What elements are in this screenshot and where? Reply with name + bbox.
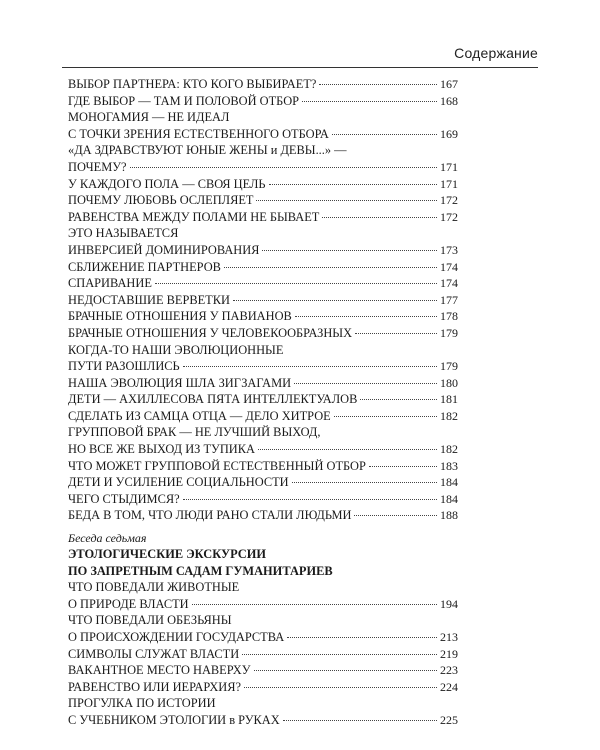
toc-entry-page-number: 183 — [440, 458, 458, 473]
dot-leader — [319, 84, 437, 85]
toc-entry — [68, 192, 458, 209]
toc-entry — [68, 342, 458, 359]
toc-entry-title: О ПРОИСХОЖДЕНИИ ГОСУДАРСТВА — [68, 630, 285, 644]
dot-leader — [292, 482, 437, 483]
toc-entry-page-number: 224 — [440, 679, 458, 694]
toc-entry-title: КОГДА-ТО НАШИ ЭВОЛЮЦИОННЫЕ — [68, 342, 284, 357]
toc-entry — [68, 308, 458, 325]
toc-entry — [68, 76, 458, 93]
toc-entry-title: ДЕТИ — АХИЛЛЕСОВА ПЯТА ИНТЕЛЛЕКТУАЛОВ — [68, 392, 358, 407]
toc-entry-title: С УЧЕБНИКОМ ЭТОЛОГИИ в РУКАХ — [68, 712, 280, 727]
dot-leader — [233, 300, 437, 301]
dot-leader — [334, 416, 437, 417]
dot-leader — [369, 466, 437, 467]
toc-entry-title: НО ВСЕ ЖЕ ВЫХОД ИЗ ТУПИКА — [68, 442, 255, 457]
header-rule — [62, 67, 538, 68]
dot-leader — [283, 720, 437, 721]
toc-entry — [68, 126, 458, 143]
dot-leader — [295, 316, 437, 317]
toc-entry-page-number: 179 — [440, 325, 458, 340]
toc-entry — [68, 712, 458, 729]
dot-leader — [322, 217, 437, 218]
toc-entry-page-number: 182 — [440, 408, 458, 423]
toc-entry — [68, 109, 458, 126]
toc-entry — [68, 209, 458, 226]
dot-leader — [192, 604, 437, 605]
toc-entry-title: ПУТИ РАЗОШЛИСЬ — [68, 359, 180, 374]
toc-entry-page-number: 169 — [440, 126, 458, 141]
dot-leader — [355, 333, 437, 334]
toc-entry — [68, 391, 458, 408]
dot-leader — [302, 101, 437, 102]
dot-leader — [183, 499, 437, 500]
dot-leader — [354, 515, 437, 516]
toc-entry — [68, 176, 458, 193]
toc-entry-title: РАВЕНСТВО ИЛИ ИЕРАРХИЯ? — [68, 679, 242, 694]
toc-entry — [68, 259, 458, 276]
toc-entry — [68, 375, 458, 392]
dot-leader — [224, 267, 437, 268]
toc-entry-title: СИМВОЛЫ СЛУЖАТ ВЛАСТИ — [68, 646, 240, 661]
toc-entry — [68, 159, 458, 176]
toc-entry-title: ВЫБОР ПАРТНЕРА: КТО КОГО ВЫБИРАЕТ? — [68, 77, 317, 91]
toc-entries-part2 — [68, 579, 458, 728]
toc-entry — [68, 242, 458, 259]
toc-entry — [68, 612, 458, 629]
toc-entry-title: НАША ЭВОЛЮЦИЯ ШЛА ЗИГЗАГАМИ — [68, 375, 292, 390]
section-label: Беседа седьмая — [68, 531, 147, 546]
toc-entry-title: ПОЧЕМУ ЛЮБОВЬ ОСЛЕПЛЯЕТ — [68, 193, 254, 208]
toc-entry — [68, 507, 458, 524]
toc-entry-title: ГДЕ ВЫБОР — ТАМ И ПОЛОВОЙ ОТБОР — [68, 93, 300, 108]
dot-leader — [287, 637, 437, 638]
dot-leader — [183, 366, 437, 367]
toc-entry — [68, 225, 458, 242]
toc-entry-title: ЧТО ПОВЕДАЛИ ОБЕЗЬЯНЫ — [68, 613, 232, 628]
toc-entry-title: ИНВЕРСИЕЙ ДОМИНИРОВАНИЯ — [68, 242, 260, 257]
toc-entry-page-number: 188 — [440, 508, 458, 523]
toc-entry-title: НЕДОСТАВШИЕ ВЕРВЕТКИ — [68, 292, 230, 307]
toc-entry-title: БРАЧНЫЕ ОТНОШЕНИЯ У ЧЕЛОВЕКООБРАЗНЫХ — [68, 325, 353, 340]
toc-entry-page-number: 171 — [440, 176, 458, 191]
toc-entry — [68, 646, 458, 663]
dot-leader — [256, 200, 437, 201]
running-head-title: Содержание — [454, 45, 538, 61]
toc-entry — [68, 93, 458, 110]
toc-entry — [68, 275, 458, 292]
toc-entries-part1 — [68, 76, 458, 524]
toc-entry-title: С ТОЧКИ ЗРЕНИЯ ЕСТЕСТВЕННОГО ОТБОРА — [68, 126, 329, 141]
toc-entry-title: У КАЖДОГО ПОЛА — СВОЯ ЦЕЛЬ — [68, 176, 266, 191]
toc-entry-page-number: 225 — [440, 712, 458, 727]
toc-entry-page-number: 177 — [440, 292, 458, 307]
dot-leader — [360, 399, 437, 400]
toc-entry-page-number: 223 — [440, 663, 458, 678]
section-title-text: ЭТОЛОГИЧЕСКИЕ ЭКСКУРСИИ — [68, 547, 267, 562]
toc-entry-title: ГРУППОВОЙ БРАК — НЕ ЛУЧШИЙ ВЫХОД, — [68, 425, 321, 440]
dot-leader — [258, 449, 437, 450]
toc-entry — [68, 695, 458, 712]
toc-entry-title: О ПРИРОДЕ ВЛАСТИ — [68, 596, 189, 611]
toc-entry-title: ВАКАНТНОЕ МЕСТО НАВЕРХУ — [68, 663, 251, 678]
dot-leader — [254, 670, 438, 671]
dot-leader — [155, 283, 437, 284]
toc-entry — [68, 579, 458, 596]
toc-entry-page-number: 182 — [440, 442, 458, 457]
toc-entry — [68, 458, 458, 475]
toc-entry — [68, 408, 458, 425]
toc-entry-title: МОНОГАМИЯ — НЕ ИДЕАЛ — [68, 110, 230, 125]
toc-entry-title: ДЕТИ И УСИЛЕНИЕ СОЦИАЛЬНОСТИ — [68, 475, 289, 490]
toc-entry-page-number: 180 — [440, 375, 458, 390]
toc-entry-page-number: 168 — [440, 93, 458, 108]
dot-leader — [294, 383, 437, 384]
toc-entry — [68, 325, 458, 342]
toc-entry-title: БЕДА В ТОМ, ЧТО ЛЮДИ РАНО СТАЛИ ЛЮДЬМИ — [68, 508, 352, 523]
toc-entry-page-number: 213 — [440, 630, 458, 644]
dot-leader — [332, 134, 437, 135]
toc-entry — [68, 662, 458, 679]
toc-entry — [68, 596, 458, 613]
toc-entry-title: СПАРИВАНИЕ — [68, 276, 152, 291]
toc-entry-page-number: 172 — [440, 193, 458, 208]
toc-entry-page-number: 171 — [440, 159, 458, 174]
toc-entry — [68, 358, 458, 375]
toc-entry — [68, 474, 458, 491]
toc-entry-title: ЧТО ПОВЕДАЛИ ЖИВОТНЫЕ — [68, 580, 240, 595]
toc-entry-title: ПРОГУЛКА ПО ИСТОРИИ — [68, 696, 216, 711]
dot-leader — [242, 654, 437, 655]
toc-entry-page-number: 179 — [440, 359, 458, 374]
toc-entry — [68, 679, 458, 696]
toc-entry-page-number: 194 — [440, 596, 458, 611]
toc-entry-page-number: 184 — [440, 475, 458, 490]
toc-entry-title: СБЛИЖЕНИЕ ПАРТНЕРОВ — [68, 259, 221, 274]
toc-entry-page-number: 174 — [440, 276, 458, 291]
toc-entry-title: ЭТО НАЗЫВАЕТСЯ — [68, 226, 179, 241]
toc-entry-page-number: 219 — [440, 646, 458, 661]
toc-entry-page-number: 173 — [440, 242, 458, 257]
dot-leader — [130, 167, 438, 168]
toc-entry-title: БРАЧНЫЕ ОТНОШЕНИЯ У ПАВИАНОВ — [68, 309, 292, 324]
toc-entry-title: ЧЕГО СТЫДИМСЯ? — [68, 491, 180, 506]
toc-entry-page-number: 172 — [440, 209, 458, 224]
toc-entry-page-number: 184 — [440, 491, 458, 506]
toc-entry-page-number: 167 — [440, 77, 458, 91]
toc-entry-page-number: 181 — [440, 392, 458, 407]
toc-entry-title: «ДА ЗДРАВСТВУЮТ ЮНЫЕ ЖЕНЫ и ДЕВЫ...» — — [68, 143, 347, 158]
section-title-text: ПО ЗАПРЕТНЫМ САДАМ ГУМАНИТАРИЕВ — [68, 563, 333, 578]
toc-entry — [68, 292, 458, 309]
toc-entry-title: СДЕЛАТЬ ИЗ САМЦА ОТЦА — ДЕЛО ХИТРОЕ — [68, 408, 331, 423]
dot-leader — [262, 250, 437, 251]
section-title-line2 — [68, 563, 458, 580]
toc-entry — [68, 424, 458, 441]
toc-entry-page-number: 174 — [440, 259, 458, 274]
toc-entry — [68, 491, 458, 508]
toc-entry — [68, 629, 458, 646]
toc-entry-title: ЧТО МОЖЕТ ГРУППОВОЙ ЕСТЕСТВЕННЫЙ ОТБОР — [68, 458, 366, 473]
toc-entry-page-number: 178 — [440, 309, 458, 324]
table-of-contents — [68, 76, 458, 729]
dot-leader — [269, 184, 437, 185]
toc-entry — [68, 142, 458, 159]
toc-entry-title: ПОЧЕМУ? — [68, 159, 127, 174]
section-title-line1 — [68, 546, 458, 563]
dot-leader — [244, 687, 437, 688]
toc-entry — [68, 441, 458, 458]
toc-entry-title: РАВЕНСТВА МЕЖДУ ПОЛАМИ НЕ БЫВАЕТ — [68, 209, 320, 224]
